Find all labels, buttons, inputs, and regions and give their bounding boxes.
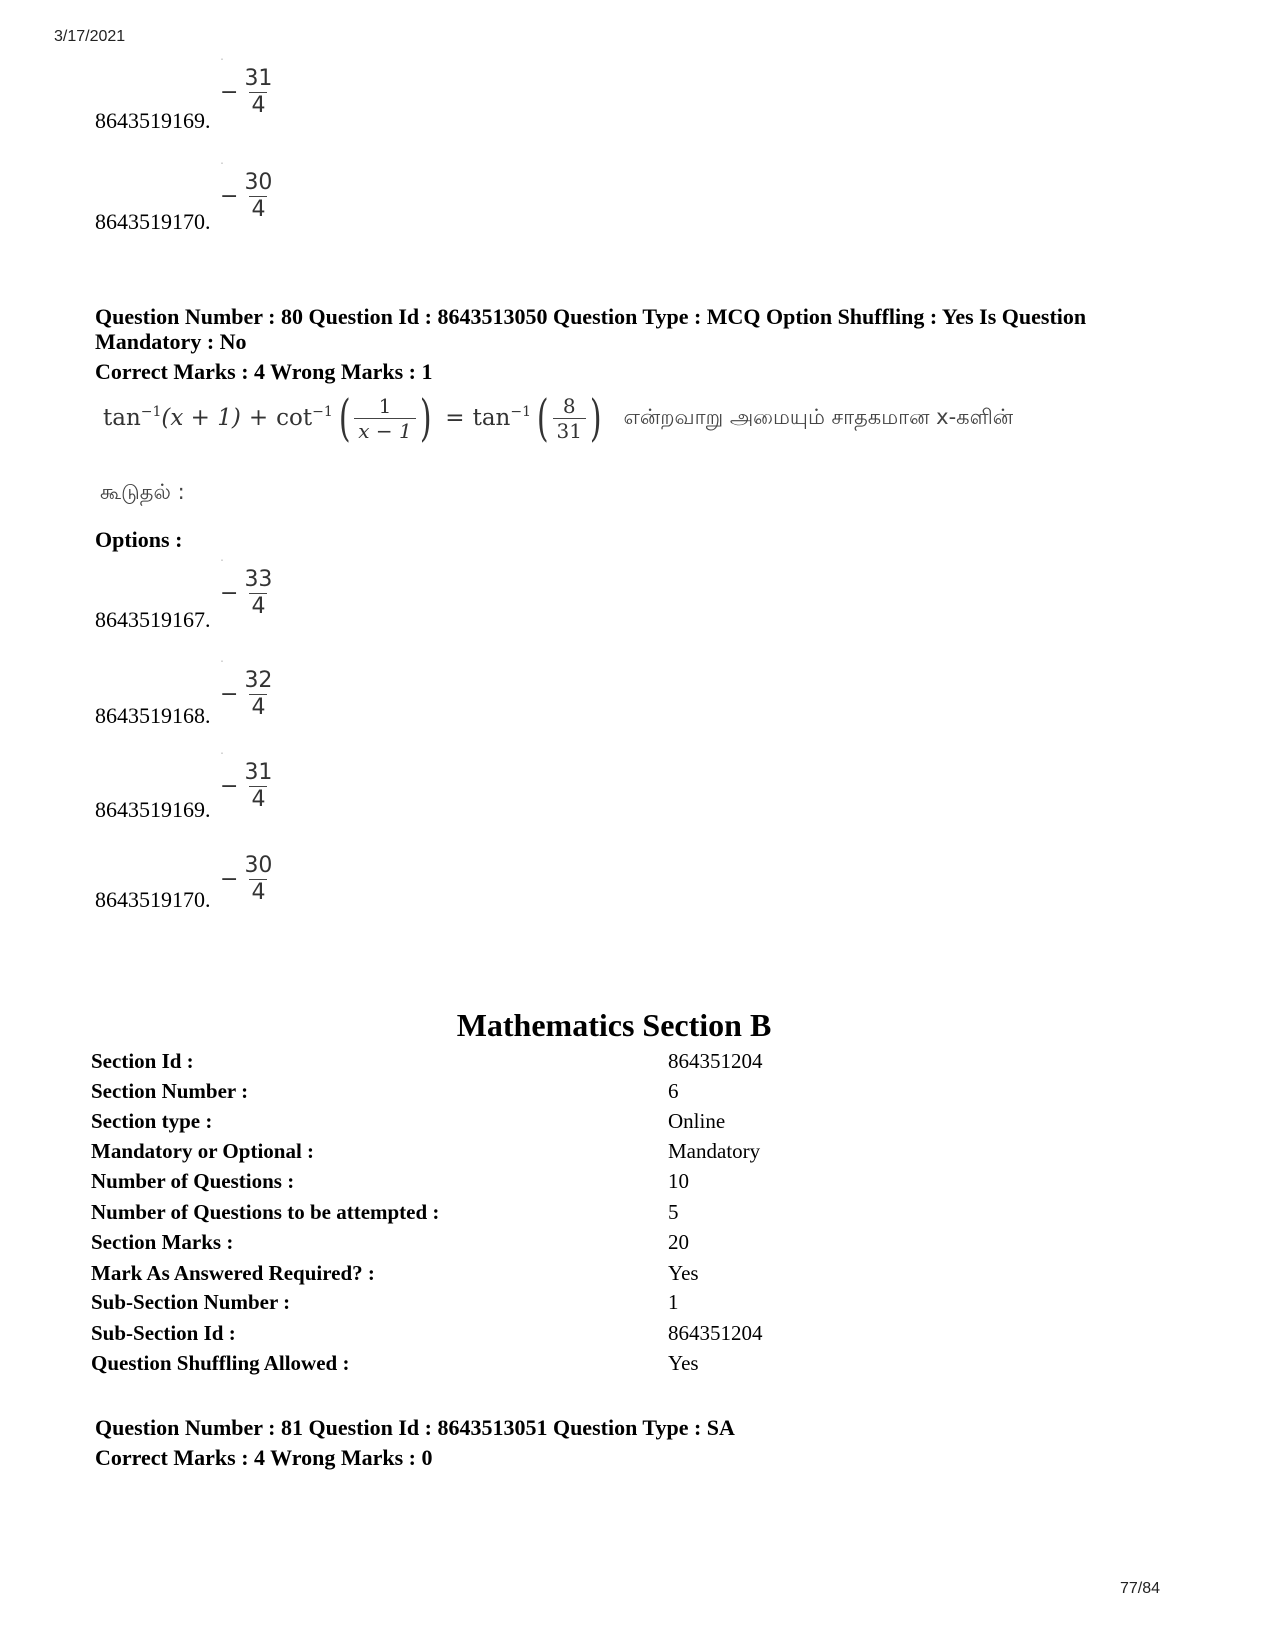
num-attempt-value: 5 — [668, 1200, 679, 1224]
question-text-tamil-cont: கூடுதல் : — [100, 480, 185, 504]
option-fraction: − $\frac{30}{4}$ — [220, 853, 273, 905]
question-meta-cont: Mandatory : No — [95, 329, 247, 354]
option-fraction: ˙ − $\frac{33}{4}$ — [220, 559, 273, 619]
subsection-id-label: Sub-Section Id : — [91, 1321, 236, 1345]
option-fraction: ˙ − $\frac{32}{4}$ — [220, 660, 273, 720]
option-fraction: ˙ − $\frac{30}{4}$ — [220, 162, 273, 222]
page-number: 77/84 — [1120, 1580, 1161, 1597]
section-id-value: 864351204 — [668, 1049, 763, 1073]
section-type-value: Online — [668, 1109, 726, 1133]
question-meta: Question Number : 81 Question Id : 8643513051 Question Type : SA — [95, 1415, 735, 1440]
options-label: Options : — [95, 527, 183, 552]
section-marks-label: Section Marks : — [91, 1230, 234, 1254]
section-id-label: Section Id : — [91, 1049, 194, 1073]
num-questions-label: Number of Questions : — [91, 1169, 295, 1193]
question-shuffling-label: Question Shuffling Allowed : — [91, 1351, 350, 1375]
section-number-value: 6 — [668, 1079, 679, 1103]
mandatory-value: Mandatory — [668, 1139, 761, 1163]
subsection-number-label: Sub-Section Number : — [91, 1290, 291, 1314]
section-marks-value: 20 — [668, 1230, 689, 1254]
section-number-label: Section Number : — [91, 1079, 249, 1103]
option-fraction: ˙ − $\frac{31}{4}$ — [220, 58, 273, 118]
mark-answered-label: Mark As Answered Required? : — [91, 1261, 375, 1285]
question-meta: Question Number : 80 Question Id : 8643513050 Question Type : MCQ Option Shuffling : Yes Is Question — [95, 304, 1087, 329]
num-attempt-label: Number of Questions to be attempted : — [91, 1200, 440, 1224]
option-id: 8643519169. — [95, 108, 211, 133]
section-title: Mathematics Section B — [456, 1007, 772, 1043]
num-questions-value: 10 — [668, 1169, 689, 1193]
print-date: 3/17/2021 — [54, 28, 126, 45]
question-shuffling-value: Yes — [668, 1351, 699, 1375]
subsection-number-value: 1 — [668, 1290, 679, 1314]
question-marks: Correct Marks : 4 Wrong Marks : 1 — [95, 359, 433, 384]
question-text-tamil: என்றவாறு அமையும் சாதகமான x-களின் — [623, 404, 1014, 429]
question-equation: tan $^{-1}$ (x + 1) + cot $^{-1}$ ( 1 x − 1 ) = tan $^{-1}$ ( 8 31 ) என்றவாறு அமையும் சாதகமான x-களின் — [103, 389, 1014, 447]
option-id: 8643519170. — [95, 887, 211, 912]
mark-answered-value: Yes — [668, 1261, 699, 1285]
subsection-id-value: 864351204 — [668, 1321, 763, 1345]
option-fraction: ˙ − $\frac{31}{4}$ — [220, 752, 273, 812]
option-id: 8643519170. — [95, 209, 211, 234]
option-id: 8643519168. — [95, 703, 211, 728]
option-id: 8643519169. — [95, 797, 211, 822]
section-type-label: Section type : — [91, 1109, 213, 1133]
question-marks: Correct Marks : 4 Wrong Marks : 0 — [95, 1445, 433, 1470]
option-id: 8643519167. — [95, 607, 211, 632]
mandatory-label: Mandatory or Optional : — [91, 1139, 315, 1163]
